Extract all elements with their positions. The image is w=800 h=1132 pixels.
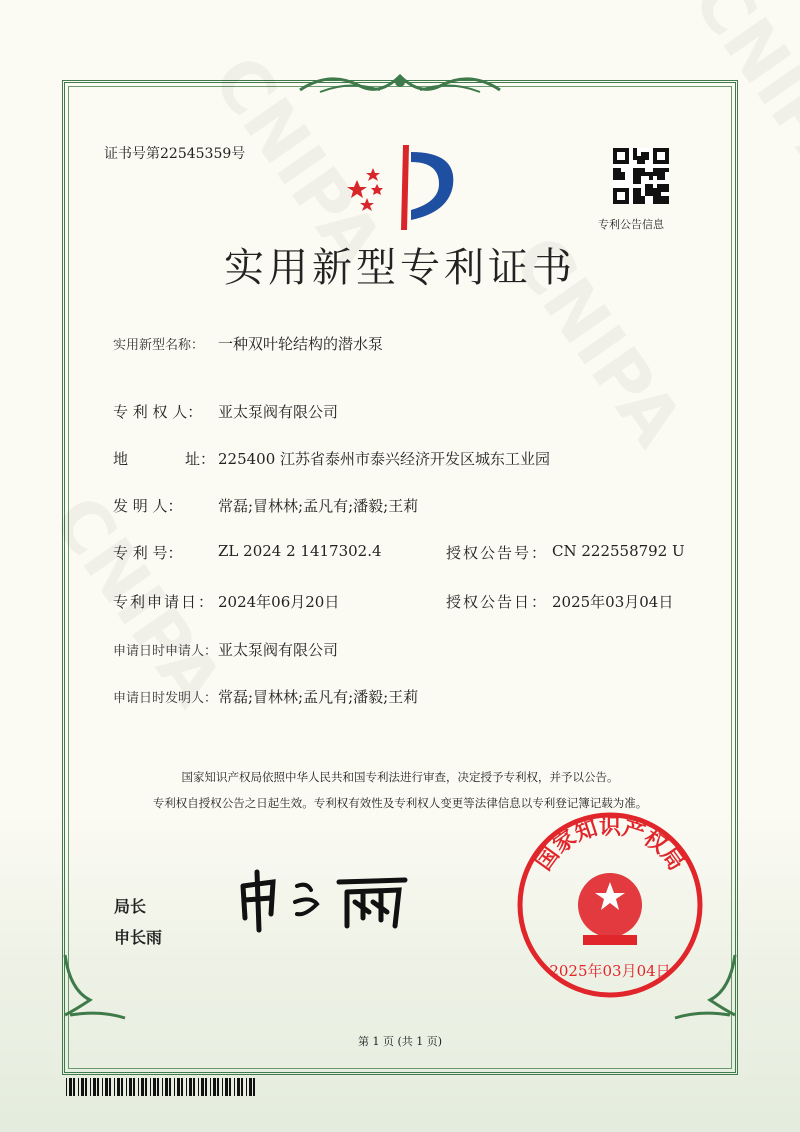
address-label: 地 [113, 450, 129, 468]
address-label-end: 址： [185, 450, 216, 468]
barcode-bar [169, 1078, 171, 1096]
barcode-bar [253, 1078, 255, 1096]
barcode-bar [90, 1078, 91, 1096]
applicant-at-filing-value: 亚太泵阀有限公司 [218, 641, 339, 659]
barcode-bar [78, 1078, 79, 1096]
barcode-bar [181, 1078, 183, 1096]
filing-date-label: 专利申请日： [113, 593, 216, 611]
barcode-bar [249, 1078, 252, 1096]
utility-model-name-label: 实用新型名称： [113, 338, 205, 353]
barcode-bar [69, 1078, 72, 1096]
barcode-bar [141, 1078, 144, 1096]
grant-pub-number-label: 授权公告号： [446, 544, 549, 562]
barcode-bar [129, 1078, 132, 1096]
barcode-bar [73, 1078, 75, 1096]
barcode-bar [133, 1078, 135, 1096]
barcode-bar [66, 1078, 67, 1096]
certificate-title: 实用新型专利证书 [224, 245, 576, 291]
barcode-bar [102, 1078, 103, 1096]
patent-number-label: 专 利 号： [113, 544, 183, 562]
barcode-bar [97, 1078, 99, 1096]
barcode-bar [114, 1078, 115, 1096]
handwritten-signature [235, 868, 415, 933]
barcode-bar [105, 1078, 108, 1096]
barcode-bar [162, 1078, 163, 1096]
grant-pub-date-value: 2025年03月04日 [552, 593, 674, 611]
barcode-bar [213, 1078, 216, 1096]
qr-label: 专利公告信息 [598, 218, 664, 231]
barcode-bar [145, 1078, 147, 1096]
inventor-label: 发 明 人： [113, 497, 183, 515]
grant-pub-number-value: CN 222558792 U [552, 542, 685, 560]
director-name: 申长雨 [114, 928, 163, 947]
patentee-value: 亚太泵阀有限公司 [218, 403, 339, 421]
barcode-bar [174, 1078, 175, 1096]
barcode-bar [237, 1078, 240, 1096]
barcode-bar [222, 1078, 223, 1096]
utility-model-name-value: 一种双叶轮结构的潜水泵 [218, 335, 384, 353]
grant-pub-date-label: 授权公告日： [446, 593, 549, 611]
barcode-bar [165, 1078, 168, 1096]
barcode-bar [117, 1078, 120, 1096]
patent-number-value: ZL 2024 2 1417302.4 [218, 542, 382, 560]
barcode-bar [186, 1078, 187, 1096]
barcode-bar [198, 1078, 199, 1096]
barcode-bar [205, 1078, 207, 1096]
svg-text:国家知识产权局 [531, 815, 688, 875]
barcode-bar [126, 1078, 127, 1096]
barcode-bar [229, 1078, 231, 1096]
notice-line-1: 国家知识产权局依照中华人民共和国专利法进行审查，决定授予专利权，并予以公告。 [181, 770, 619, 784]
barcode-bar [225, 1078, 228, 1096]
barcode-bar [150, 1078, 151, 1096]
corner-ornament-bl [60, 950, 130, 1020]
barcode-bar [234, 1078, 235, 1096]
cnipa-logo [345, 140, 465, 235]
notice-line-2: 专利权自授权公告之日起生效。专利权有效性及专利权人变更等法律信息以专利登记簿记载为准。 [152, 796, 648, 810]
barcode-bar [246, 1078, 247, 1096]
patentee-label: 专 利 权 人： [113, 403, 203, 421]
filing-date-value: 2024年06月20日 [218, 593, 340, 611]
barcode-bar [177, 1078, 180, 1096]
barcode-bar [121, 1078, 123, 1096]
barcode-bar [201, 1078, 204, 1096]
inventor-at-filing-value: 常磊;冒林林;孟凡有;潘毅;王莉 [218, 688, 419, 706]
barcode-bar [93, 1078, 96, 1096]
barcode-bar [138, 1078, 139, 1096]
barcode-bar [210, 1078, 211, 1096]
barcode-bar [157, 1078, 159, 1096]
barcode-bar [241, 1078, 243, 1096]
seal-date: 2025年03月04日 [549, 962, 671, 980]
applicant-at-filing-label: 申请日时申请人： [113, 644, 218, 659]
director-title: 局长 [114, 897, 147, 916]
barcode-bar [153, 1078, 156, 1096]
barcode-bar [85, 1078, 87, 1096]
certificate-number: 证书号第22545359号 [104, 146, 246, 162]
barcode-bar [193, 1078, 195, 1096]
address-value: 225400 江苏省泰州市泰兴经济开发区城东工业园 [218, 450, 551, 468]
top-ornament [290, 68, 510, 98]
inventor-value: 常磊;冒林林;孟凡有;潘毅;王莉 [218, 497, 419, 515]
inventor-at-filing-label: 申请日时发明人： [113, 691, 218, 706]
official-seal [515, 810, 705, 1000]
barcode-bar [81, 1078, 84, 1096]
barcode-bar [189, 1078, 192, 1096]
seal-text: 国家知识产权局 [531, 815, 689, 876]
barcode [66, 1078, 256, 1096]
barcode-bar [217, 1078, 219, 1096]
barcode-bar [109, 1078, 111, 1096]
qr-code[interactable] [613, 148, 669, 204]
page-indicator: 第 1 页 (共 1 页) [357, 1035, 443, 1048]
